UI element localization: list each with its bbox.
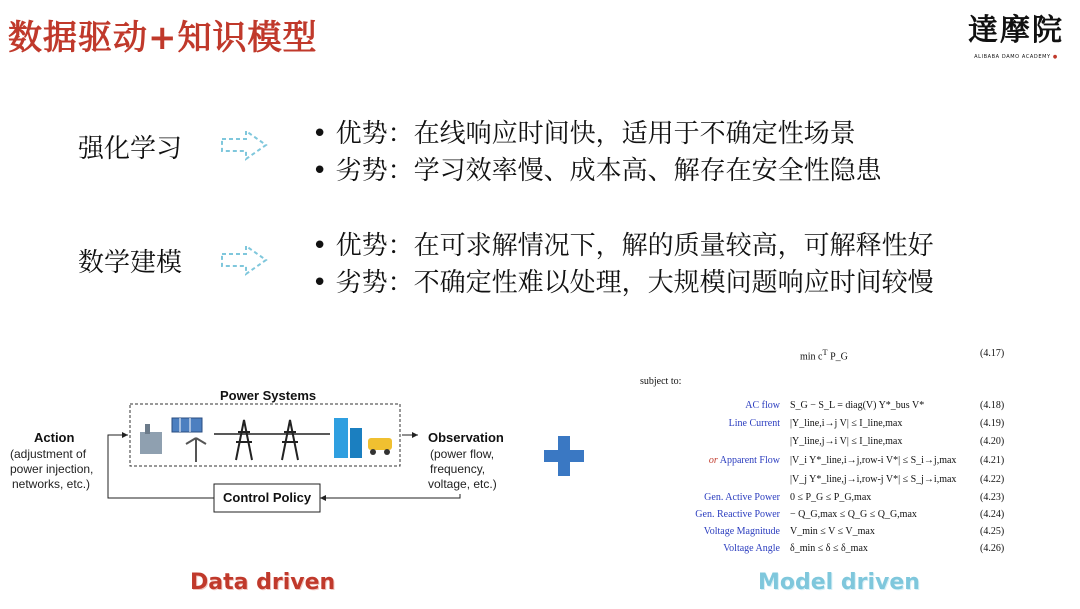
- caption-data-driven: Data driven: [190, 570, 336, 595]
- buildings-icon: [334, 418, 362, 458]
- control-policy-label: Control Policy: [223, 490, 312, 505]
- observation-line-3: voltage, etc.): [428, 477, 497, 491]
- logo-english: ALIBABA DAMO ACADEMY ●: [974, 54, 1058, 60]
- equation-number: (4.17): [980, 348, 1005, 359]
- caption-model-driven: Model driven: [758, 570, 920, 595]
- row-label-reinforcement-learning: 强化学习: [78, 134, 183, 164]
- electric-car-icon: [368, 438, 392, 455]
- factory-icon: [140, 424, 162, 454]
- slide-title: 数据驱动+知识模型: [8, 18, 318, 58]
- action-title: Action: [34, 430, 75, 445]
- action-line-1: (adjustment of: [10, 447, 87, 461]
- constraint-row: Gen. Active Power 0 ≤ P_G ≤ P_G,max (4.23): [704, 492, 1005, 503]
- opf-formulation: [640, 340, 1020, 570]
- plus-icon: [540, 432, 588, 480]
- observation-title: Observation: [428, 430, 504, 445]
- right-arrow-icon: [220, 243, 268, 277]
- power-system-control-diagram: [0, 380, 520, 520]
- subject-to-label: subject to:: [640, 376, 682, 387]
- damo-academy-logo: [966, 14, 1066, 60]
- transmission-tower-icon: [236, 420, 252, 460]
- objective-function: $\min c^T$ P_G: [800, 348, 848, 363]
- wind-turbine-icon: [186, 438, 206, 462]
- action-line-3: networks, etc.): [12, 477, 91, 491]
- constraint-row: |Y_line,j→i V| ≤ I_line,max (4.20): [790, 436, 1005, 447]
- row-label-math-modeling: 数学建模: [78, 248, 183, 278]
- constraint-row: Voltage Angle δ_min ≤ δ ≤ δ_max (4.26): [723, 543, 1005, 554]
- row1-bullets: [312, 116, 882, 190]
- solar-panel-icon: [172, 418, 202, 432]
- observation-line-1: (power flow,: [430, 447, 495, 461]
- constraint-row: or Apparent Flow |V_i Y*_line,i→j,row-i V*| ≤ S_i→j,max (4.21): [708, 455, 1005, 466]
- bullet-disadvantage: • 劣势：不确定性难以处理，大规模问题响应时间较慢: [312, 268, 934, 298]
- observation-arrow: [320, 494, 460, 498]
- row2-bullets: [312, 228, 934, 302]
- constraint-row: AC flow S_G − S_L = diag(V) Y*_bus V* (4.18): [745, 400, 1005, 411]
- action-line-2: power injection,: [10, 462, 94, 476]
- logo-chinese: 達摩院: [968, 13, 1064, 48]
- bullet-advantage: • 优势：在可求解情况下，解的质量较高，可解释性好: [312, 231, 934, 261]
- constraint-row: |V_j Y*_line,j→i,row-j V*| ≤ S_j→i,max (4.22): [790, 474, 1005, 485]
- constraint-row: Line Current |Y_line,i→j V| ≤ I_line,max (4.19): [728, 418, 1005, 429]
- power-systems-title: Power Systems: [220, 388, 317, 403]
- bullet-disadvantage: • 劣势：学习效率慢、成本高、解存在安全性隐患: [312, 156, 882, 186]
- observation-line-2: frequency,: [430, 462, 486, 476]
- transmission-tower-icon: [282, 420, 298, 460]
- right-arrow-icon: [220, 128, 268, 162]
- bullet-advantage: • 优势：在线响应时间快，适用于不确定性场景: [312, 119, 856, 149]
- constraint-row: Voltage Magnitude V_min ≤ V ≤ V_max (4.25): [703, 526, 1005, 537]
- constraint-row: Gen. Reactive Power − Q_G,max ≤ Q_G ≤ Q_G,max (4.24): [695, 509, 1005, 520]
